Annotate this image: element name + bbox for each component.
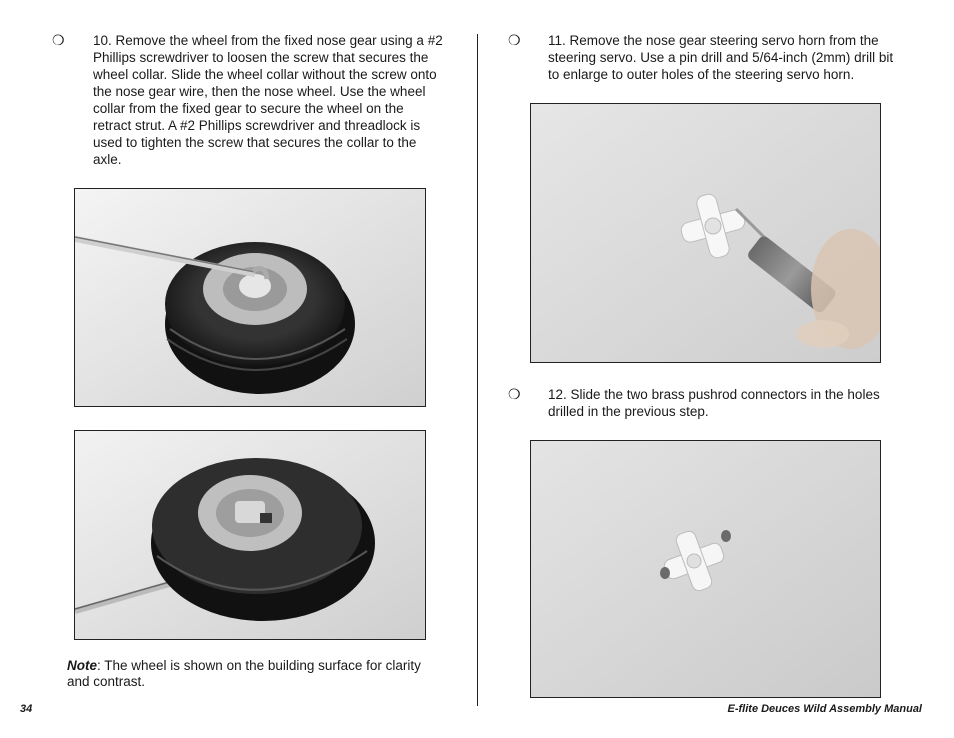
checkbox-bullet-step-10: ❍: [52, 32, 65, 48]
checkbox-bullet-step-11: ❍: [508, 32, 521, 48]
photo-servo-horn-brass-connectors: [530, 440, 881, 698]
note-label: Note: [67, 658, 97, 673]
note-text: : The wheel is shown on the building surface for clarity and contrast.: [67, 658, 421, 689]
note-paragraph: [67, 658, 427, 690]
page-number: 34: [20, 703, 33, 715]
photo-wheel-screwdriver: [74, 188, 426, 407]
manual-title: E-flite Deuces Wild Assembly Manual: [727, 703, 922, 715]
photo-wheel-collar-installed: [74, 430, 426, 640]
checkbox-bullet-step-12: ❍: [508, 386, 521, 402]
step-11-text: 11. Remove the nose gear steering servo horn from the steering servo. Use a pin drill and 5/64-inch (2mm) drill bit to enlarge to outer holes of the steering servo horn.: [548, 33, 894, 82]
photo-servo-horn-drilling: [530, 103, 881, 363]
column-divider: [477, 34, 478, 706]
step-10-text: 10. Remove the wheel from the fixed nose gear using a #2 Phillips screwdriver to loosen the screw that secures the wheel collar. Slide the wheel collar without the screw onto the nose gear wire, then the nose wheel. Use the wheel collar from the fixed gear to secure the wheel on the retract strut. A #2 Phillips screwdriver and threadlock is used to tighten the screw that secures the collar to the axle.: [93, 33, 443, 167]
step-12-text: 12. Slide the two brass pushrod connectors in the holes drilled in the previous step.: [548, 387, 880, 419]
